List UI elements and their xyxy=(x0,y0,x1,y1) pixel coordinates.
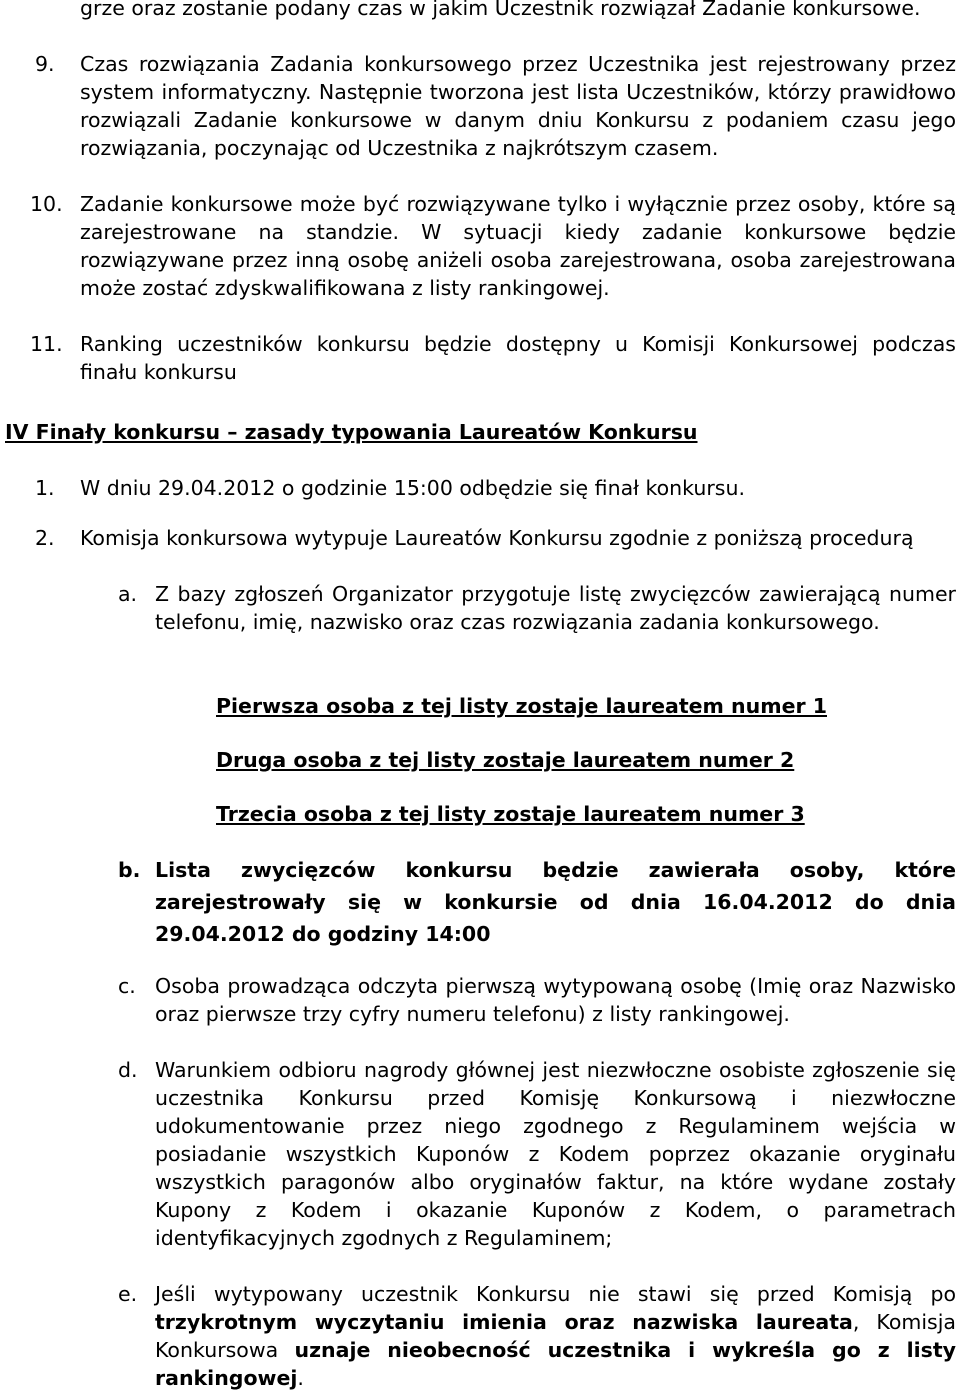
laureate-line-3: Trzecia osoba z tej listy zostaje laureatem numer 3 xyxy=(216,802,805,826)
point-1 xyxy=(0,474,956,502)
item-number: 2. xyxy=(35,526,55,550)
list-item-10 xyxy=(0,190,956,302)
list-item-8-continuation: grze oraz zostanie podany czas w jakim Uczestnik rozwiązał Zadanie konkursowe. xyxy=(80,0,921,20)
sub-item-a xyxy=(0,580,956,636)
sub-text: Z bazy zgłoszeń Organizator przygotuje listę zwycięzców zawierającą numer telefonu, imię, nazwisko oraz czas rozwiązania zadania konkursowego. xyxy=(155,582,956,634)
item-text: Zadanie konkursowe może być rozwiązywane tylko i wyłącznie przez osoby, które są zarejestrowane na standzie. W sytuacji kiedy zadanie konkursowe będzie rozwiązywane przez inną osobę aniżeli osoba zarejestrowana, osoba zarejestrowana może zostać zdyskwalifikowana z listy rankingowej. xyxy=(80,192,956,300)
sub-text-bold2: uznaje nieobecność uczestnika i wykreśla go z listy rankingowej xyxy=(155,1338,957,1390)
sub-letter: e. xyxy=(118,1282,138,1306)
laureate-line-1: Pierwsza osoba z tej listy zostaje laureatem numer 1 xyxy=(216,694,827,718)
sub-text: Warunkiem odbioru nagrody głównej jest niezwłoczne osobiste zgłoszenie się uczestnika Konkursu przed Komisję Konkursową i niezwłoczne udokumentowanie przez niego zgodnego z Regulaminem wejścia w posiadanie wszystkich Kuponów z Kodem poprzez okazanie oryginału wszystkich paragonów albo oryginałów faktur, na które wydane zostały Kupony z Kodem i okazanie Kuponów z Kodem, o parametrach identyfikacyjnych zgodnych z Regulaminem; xyxy=(155,1058,956,1250)
sub-item-e xyxy=(0,1280,956,1392)
sub-text: Osoba prowadząca odczyta pierwszą wytypowaną osobę (Imię oraz Nazwisko oraz pierwsze trzy cyfry numeru telefonu) z listy rankingowej. xyxy=(155,974,956,1026)
laureate-line-2: Druga osoba z tej listy zostaje laureatem numer 2 xyxy=(216,748,795,772)
item-number: 1. xyxy=(35,476,55,500)
item-text: Ranking uczestników konkursu będzie dostępny u Komisji Konkursowej podczas finału konkursu xyxy=(80,332,956,384)
sub-text-bold1: trzykrotnym wyczytaniu imienia oraz nazwiska laureata xyxy=(155,1310,853,1334)
sub-text-part3: . xyxy=(297,1366,304,1390)
point-2 xyxy=(0,524,956,552)
sub-item-c xyxy=(0,972,956,1028)
item-text: W dniu 29.04.2012 o godzinie 15:00 odbędzie się finał konkursu. xyxy=(80,476,745,500)
sub-letter: d. xyxy=(118,1058,138,1082)
item-number: 9. xyxy=(35,52,55,76)
item-text: Komisja konkursowa wytypuje Laureatów Konkursu zgodnie z poniższą procedurą xyxy=(80,526,914,550)
sub-item-d xyxy=(0,1056,956,1252)
sub-text-part2: , Komisja Konkursowa xyxy=(155,1310,956,1362)
sub-item-b xyxy=(0,854,956,950)
sub-letter: c. xyxy=(118,974,136,998)
sub-letter: b. xyxy=(118,858,141,882)
item-text: Czas rozwiązania Zadania konkursowego przez Uczestnika jest rejestrowany przez system informatyczny. Następnie tworzona jest lista Uczestników, którzy prawidłowo rozwiązali Zadanie konkursowe w danym dniu Konkursu z podaniem czasu jego rozwiązania, poczynając od Uczestnika z najkrótszym czasem. xyxy=(80,52,956,160)
list-item-9 xyxy=(0,50,956,162)
list-item-11 xyxy=(0,330,956,386)
item-number: 10. xyxy=(30,192,63,216)
sub-letter: a. xyxy=(118,582,138,606)
section-heading: IV Finały konkursu – zasady typowania Laureatów Konkursu xyxy=(5,420,698,444)
sub-text: Lista zwycięzców konkursu będzie zawierała osoby, które zarejestrowały się w konkursie od dnia 16.04.2012 do dnia 29.04.2012 do godziny 14:00 xyxy=(155,858,956,946)
item-number: 11. xyxy=(30,332,63,356)
sub-text-part1: Jeśli wytypowany uczestnik Konkursu nie stawi się przed Komisją po xyxy=(155,1282,956,1306)
